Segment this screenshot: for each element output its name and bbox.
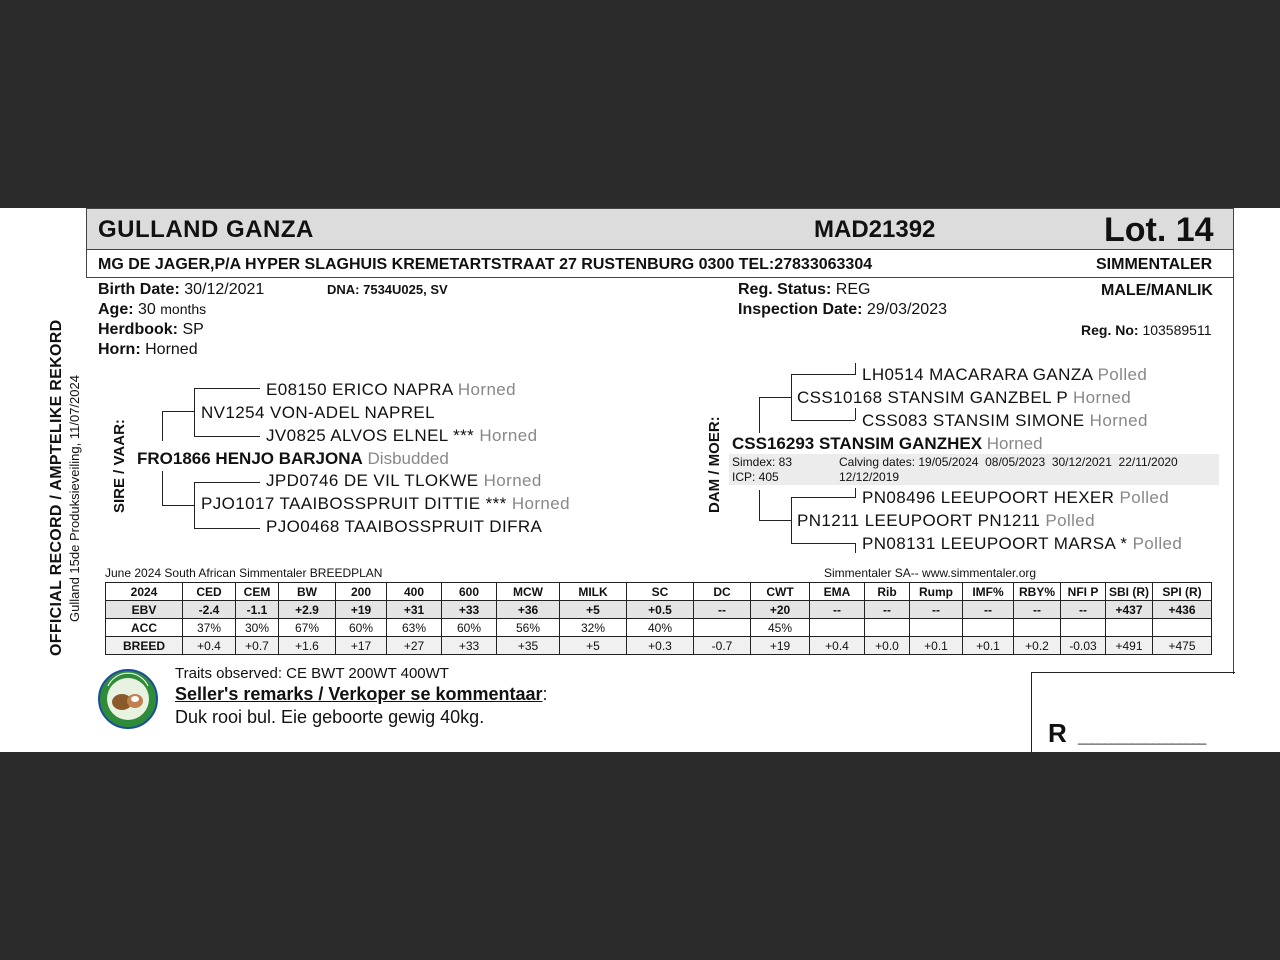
ped-line bbox=[194, 482, 260, 483]
breedplan-source: June 2024 South African Simmentaler BREEDPLAN bbox=[105, 566, 383, 580]
ped-line bbox=[791, 374, 855, 375]
ebv-cell: 45% bbox=[751, 619, 810, 637]
ebv-cell: -- bbox=[694, 601, 751, 619]
ped-line bbox=[759, 520, 791, 521]
dam-dam-sire: PN08496 LEEUPOORT HEXER Polled bbox=[862, 488, 1170, 507]
official-record-label: OFFICIAL RECORD / AMPTELIKE REKORD bbox=[48, 319, 65, 656]
ebv-row-label: BREED bbox=[106, 637, 183, 655]
ebv-table bbox=[105, 582, 1212, 655]
ebv-header-cell: 2024 bbox=[106, 583, 183, 601]
calving-dates: Calving dates: 19/05/2024 08/05/2023 30/12/2021 22/11/2020 bbox=[839, 455, 1178, 469]
ebv-cell: +5 bbox=[560, 637, 627, 655]
ebv-cell bbox=[694, 619, 751, 637]
ped-line bbox=[759, 397, 791, 398]
ped-line bbox=[791, 543, 855, 544]
ebv-header-cell: CEM bbox=[236, 583, 279, 601]
ebv-cell bbox=[1153, 619, 1212, 637]
ebv-cell: 30% bbox=[236, 619, 279, 637]
herdbook: Herdbook: SP bbox=[98, 321, 204, 338]
ebv-cell: -- bbox=[910, 601, 963, 619]
sire-sire-dam: JV0825 ALVOS ELNEL *** Horned bbox=[266, 426, 538, 445]
owner-details: MG DE JAGER,P/A HYPER SLAGHUIS KREMETARTSTRAAT 27 RUSTENBURG 0300 TEL:27833063304 bbox=[98, 256, 873, 273]
ebv-header-cell: MILK bbox=[560, 583, 627, 601]
ped-line bbox=[194, 388, 260, 389]
ebv-cell: +36 bbox=[497, 601, 560, 619]
ebv-cell: -2.4 bbox=[183, 601, 236, 619]
ebv-cell: +31 bbox=[387, 601, 442, 619]
ebv-header-cell: EMA bbox=[810, 583, 865, 601]
icp: ICP: 405 bbox=[732, 470, 779, 484]
ebv-cell: -- bbox=[1014, 601, 1061, 619]
ebv-cell: -- bbox=[963, 601, 1014, 619]
dam-dam-dam: PN08131 LEEUPOORT MARSA * Polled bbox=[862, 534, 1183, 553]
ebv-header-cell: IMF% bbox=[963, 583, 1014, 601]
ebv-cell: +436 bbox=[1153, 601, 1212, 619]
ebv-cell: +0.2 bbox=[1014, 637, 1061, 655]
ped-line bbox=[194, 436, 260, 437]
side-caption bbox=[0, 208, 86, 752]
ped-line bbox=[194, 482, 195, 528]
ebv-row bbox=[106, 619, 1212, 637]
ebv-cell: +19 bbox=[751, 637, 810, 655]
ebv-header-cell: 600 bbox=[442, 583, 497, 601]
ebv-cell: +20 bbox=[751, 601, 810, 619]
ped-line bbox=[791, 374, 792, 420]
ebv-row bbox=[106, 601, 1212, 619]
ebv-cell: -1.1 bbox=[236, 601, 279, 619]
dam-name: CSS16293 STANSIM GANZHEX Horned bbox=[732, 434, 1043, 453]
ebv-cell: 40% bbox=[627, 619, 694, 637]
dam-sire-dam: CSS083 STANSIM SIMONE Horned bbox=[862, 411, 1148, 430]
ebv-cell bbox=[810, 619, 865, 637]
ped-line bbox=[791, 497, 855, 498]
calving-dates-2: 12/12/2019 bbox=[839, 470, 900, 484]
ebv-header-cell: Rump bbox=[910, 583, 963, 601]
ped-line bbox=[162, 505, 194, 506]
ebv-cell: 32% bbox=[560, 619, 627, 637]
ebv-cell bbox=[910, 619, 963, 637]
ped-line bbox=[759, 397, 760, 433]
price-line[interactable]: ___________________ bbox=[1078, 730, 1206, 745]
sire-dam-sire: JPD0746 DE VIL TLOKWE Horned bbox=[266, 471, 542, 490]
ebv-header-cell: 200 bbox=[336, 583, 387, 601]
ebv-cell: +475 bbox=[1153, 637, 1212, 655]
animal-record-card bbox=[0, 208, 1280, 752]
ebv-header-cell: SBI (R) bbox=[1106, 583, 1153, 601]
ebv-header-cell: MCW bbox=[497, 583, 560, 601]
sire-label: SIRE / VAAR: bbox=[111, 419, 128, 513]
ebv-cell bbox=[1106, 619, 1153, 637]
ebv-cell bbox=[1014, 619, 1061, 637]
ebv-cell: +0.3 bbox=[627, 637, 694, 655]
ebv-cell: 67% bbox=[279, 619, 336, 637]
ped-line bbox=[162, 411, 163, 441]
animal-name: GULLAND GANZA bbox=[98, 216, 314, 243]
breed-name: SIMMENTALER bbox=[1096, 256, 1213, 273]
ebv-cell: +17 bbox=[336, 637, 387, 655]
ebv-header-cell: 400 bbox=[387, 583, 442, 601]
dam-sire: CSS10168 STANSIM GANZBEL P Horned bbox=[797, 388, 1132, 407]
ebv-cell: +0.0 bbox=[865, 637, 910, 655]
ebv-header-cell: SC bbox=[627, 583, 694, 601]
sale-caption: Gulland 15de Produksieveiling, 11/07/2024 bbox=[67, 375, 82, 622]
inspection-date: Inspection Date: 29/03/2023 bbox=[738, 301, 947, 318]
ebv-row-label: ACC bbox=[106, 619, 183, 637]
age: Age: 30 months bbox=[98, 301, 207, 318]
ped-line bbox=[791, 497, 792, 543]
price-label: R bbox=[1048, 718, 1067, 748]
sire-sire: NV1254 VON-ADEL NAPREL bbox=[201, 403, 435, 422]
sex: MALE/MANLIK bbox=[1101, 282, 1213, 299]
ebv-cell: +437 bbox=[1106, 601, 1153, 619]
simdex: Simdex: 83 bbox=[732, 455, 793, 469]
ebv-cell: +5 bbox=[560, 601, 627, 619]
reg-status: Reg. Status: REG bbox=[738, 281, 871, 298]
breed-website: Simmentaler SA-- www.simmentaler.org bbox=[824, 566, 1037, 580]
ebv-row bbox=[106, 637, 1212, 655]
ebv-header-cell: RBY% bbox=[1014, 583, 1061, 601]
ebv-header-cell: CWT bbox=[751, 583, 810, 601]
simmentaler-logo-icon bbox=[98, 668, 158, 730]
ebv-cell bbox=[865, 619, 910, 637]
sire-dam-dam: PJO0468 TAAIBOSSPRUIT DIFRA bbox=[266, 517, 543, 536]
ebv-header-cell: DC bbox=[694, 583, 751, 601]
ebv-cell: +0.7 bbox=[236, 637, 279, 655]
ped-line bbox=[162, 411, 194, 412]
ebv-header-cell: NFI P bbox=[1061, 583, 1106, 601]
ped-line bbox=[194, 388, 195, 436]
horn-status: Horn: Horned bbox=[98, 341, 198, 358]
ebv-cell: +0.4 bbox=[183, 637, 236, 655]
sire-sire-sire: E08150 ERICO NAPRA Horned bbox=[266, 380, 517, 399]
ebv-cell: 37% bbox=[183, 619, 236, 637]
remarks-text: Duk rooi bul. Eie geboorte gewig 40kg. bbox=[175, 707, 485, 727]
remarks-title: Seller's remarks / Verkoper se kommentaar: bbox=[175, 684, 548, 704]
ebv-cell: -0.7 bbox=[694, 637, 751, 655]
dna-info: DNA: 7534U025, SV bbox=[327, 282, 448, 297]
ebv-cell: 60% bbox=[442, 619, 497, 637]
dam-sire-sire: LH0514 MACARARA GANZA Polled bbox=[862, 365, 1148, 384]
ebv-cell: +33 bbox=[442, 637, 497, 655]
ebv-cell: -- bbox=[1061, 601, 1106, 619]
dam-dam: PN1211 LEEUPOORT PN1211 Polled bbox=[797, 511, 1096, 530]
ebv-cell: +33 bbox=[442, 601, 497, 619]
ped-line bbox=[855, 488, 856, 498]
ebv-cell bbox=[1061, 619, 1106, 637]
ebv-cell: 63% bbox=[387, 619, 442, 637]
ebv-header-cell: CED bbox=[183, 583, 236, 601]
ebv-cell: +0.5 bbox=[627, 601, 694, 619]
birth-date: Birth Date: 30/12/2021 bbox=[98, 281, 265, 298]
ebv-cell: +0.1 bbox=[910, 637, 963, 655]
sire-name: FRO1866 HENJO BARJONA Disbudded bbox=[137, 449, 449, 468]
ped-line bbox=[791, 420, 855, 421]
ebv-cell: +19 bbox=[336, 601, 387, 619]
ped-line bbox=[759, 490, 760, 520]
ebv-cell: +0.1 bbox=[963, 637, 1014, 655]
ped-line bbox=[194, 528, 260, 529]
dam-label: DAM / MOER: bbox=[706, 416, 723, 513]
ebv-cell: -- bbox=[865, 601, 910, 619]
ebv-cell bbox=[963, 619, 1014, 637]
ped-line bbox=[855, 363, 856, 375]
sire-dam: PJO1017 TAAIBOSSPRUIT DITTIE *** Horned bbox=[201, 494, 570, 513]
animal-tag: MAD21392 bbox=[814, 216, 936, 243]
ped-line bbox=[162, 471, 163, 505]
ebv-cell: +2.9 bbox=[279, 601, 336, 619]
reg-number: Reg. No: 103589511 bbox=[1081, 322, 1212, 338]
ebv-cell: -0.03 bbox=[1061, 637, 1106, 655]
ebv-header-cell: Rib bbox=[865, 583, 910, 601]
ebv-cell: +35 bbox=[497, 637, 560, 655]
lot-number: Lot. 14 bbox=[1104, 211, 1214, 249]
ebv-header-cell: BW bbox=[279, 583, 336, 601]
ebv-cell: +0.4 bbox=[810, 637, 865, 655]
ped-line bbox=[855, 543, 856, 553]
ebv-cell: +491 bbox=[1106, 637, 1153, 655]
ebv-header-cell: SPI (R) bbox=[1153, 583, 1212, 601]
ebv-row-label: EBV bbox=[106, 601, 183, 619]
ped-line bbox=[855, 408, 856, 420]
ebv-cell: +1.6 bbox=[279, 637, 336, 655]
ebv-cell: 60% bbox=[336, 619, 387, 637]
ebv-cell: -- bbox=[810, 601, 865, 619]
ebv-cell: +27 bbox=[387, 637, 442, 655]
traits-observed: Traits observed: CE BWT 200WT 400WT bbox=[175, 665, 449, 682]
ebv-cell: 56% bbox=[497, 619, 560, 637]
right-border bbox=[1233, 250, 1234, 674]
